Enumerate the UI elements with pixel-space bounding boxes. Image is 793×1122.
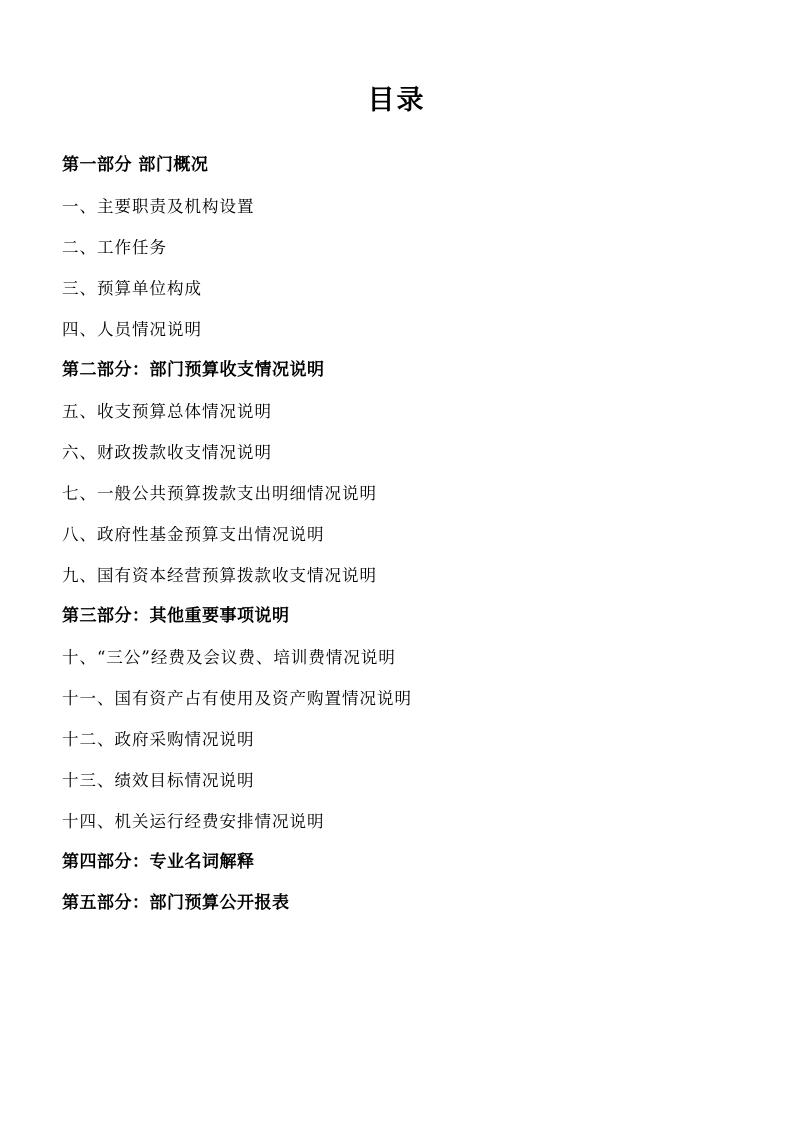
toc-entry[interactable]: 六、财政拨款收支情况说明 — [62, 443, 272, 462]
toc-entry[interactable]: 八、政府性基金预算支出情况说明 — [62, 525, 325, 544]
table-of-contents — [62, 145, 731, 924]
toc-entry[interactable]: 第四部分：专业名词解释 — [62, 852, 255, 872]
toc-entry[interactable]: 二、工作任务 — [62, 238, 167, 257]
toc-entry[interactable]: 第五部分：部门预算公开报表 — [62, 893, 290, 913]
toc-entry[interactable]: 五、收支预算总体情况说明 — [62, 402, 272, 421]
toc-entry[interactable]: 十一、国有资产占有使用及资产购置情况说明 — [62, 689, 412, 708]
toc-entry[interactable]: 第三部分：其他重要事项说明 — [62, 606, 290, 626]
toc-entry[interactable]: 十、“三公”经费及会议费、培训费情况说明 — [62, 648, 396, 667]
toc-entry[interactable]: 九、国有资本经营预算拨款收支情况说明 — [62, 566, 377, 585]
toc-entry[interactable]: 十三、绩效目标情况说明 — [62, 771, 255, 790]
page-title: 目录 — [367, 85, 426, 116]
toc-entry[interactable]: 三、预算单位构成 — [62, 279, 202, 298]
toc-entry[interactable]: 第一部分 部门概况 — [62, 155, 209, 175]
toc-entry[interactable]: 十二、政府采购情况说明 — [62, 730, 255, 749]
toc-entry[interactable]: 十四、机关运行经费安排情况说明 — [62, 812, 325, 831]
toc-entry[interactable]: 七、一般公共预算拨款支出明细情况说明 — [62, 484, 377, 503]
toc-entry[interactable]: 四、人员情况说明 — [62, 320, 202, 339]
toc-entry[interactable]: 一、主要职责及机构设置 — [62, 197, 255, 216]
toc-entry[interactable]: 第二部分：部门预算收支情况说明 — [62, 360, 325, 380]
